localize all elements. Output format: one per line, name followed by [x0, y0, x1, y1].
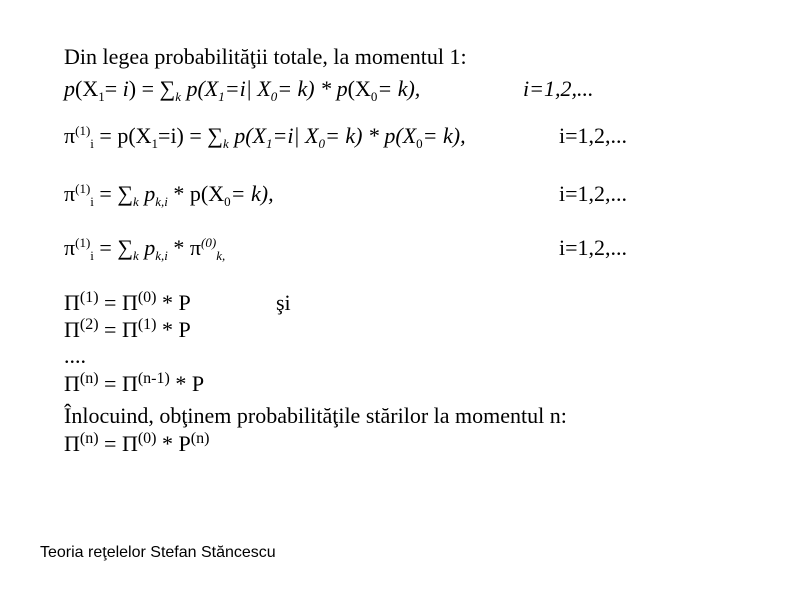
intro-text: Din legea probabilităţii totale, la momentul 1: — [64, 44, 467, 69]
matrix-line-2: $\Pi^{(2)} = \Pi^{(1)} * P$ — [64, 316, 191, 342]
ellipsis-line: .... — [64, 343, 86, 368]
conjunction-text: şi — [276, 290, 291, 315]
equation-line-4: $\pi^{(1)}_i = \sum_k$ $p_{k,i} * \pi^{(0)}_{k,}$ — [64, 235, 226, 263]
equation-line-3: $\pi^{(1)}_i = \sum_k$ $p_{k,i} * p(X_0= k)$, — [64, 181, 274, 209]
range-3: i=1,2,... — [559, 181, 628, 206]
final-equation: $\Pi^{(n)} = \Pi^{(0)} * P^{(n)}$ — [64, 430, 210, 456]
footer-text: Teoria reţelelor Stefan Stăncescu — [40, 544, 276, 561]
range-4: i=1,2,... — [559, 235, 628, 260]
matrix-line-n: $\Pi^{(n)} = \Pi^{(n-1)} * P$ — [64, 370, 205, 396]
equation-line-1: $p(X_1= i) = \sum_k$ $p(X_1=i|$ $X_0= k) * p(X_0= k)$, — [64, 76, 421, 104]
matrix-line-1: $\Pi^{(1)} = \Pi^{(0)} * P$ — [64, 289, 191, 315]
range-1: i=1,2,... — [523, 76, 594, 101]
conclusion-text: Înlocuind, obţinem probabilităţile stărilor la momentul n: — [64, 403, 567, 428]
equation-line-2: $\pi^{(1)}_i = p(X_1=i) = \sum_k$ $p(X_1=i|$ $X_0= k) * p(X_0= k)$, — [64, 123, 466, 151]
range-2: i=1,2,... — [559, 123, 628, 148]
